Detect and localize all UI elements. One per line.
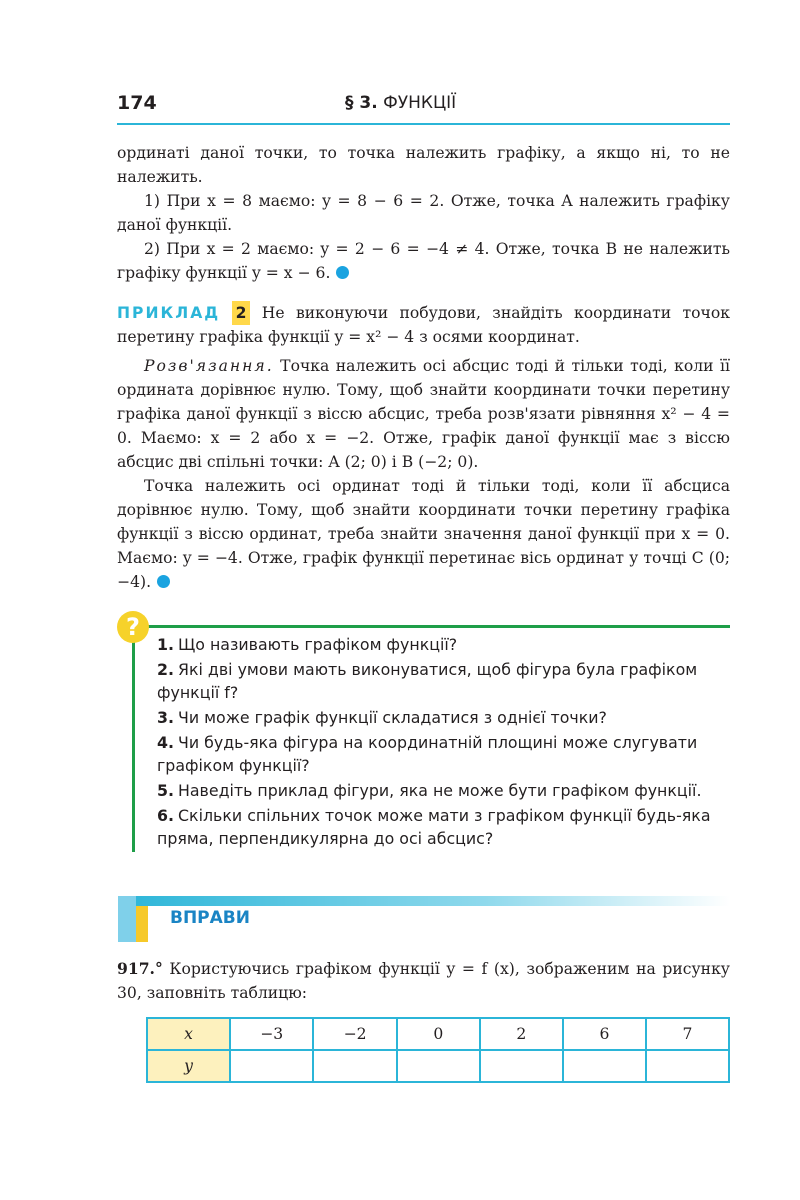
end-of-solution-icon	[157, 575, 170, 588]
end-of-solution-icon	[336, 266, 349, 279]
section-sign: § 3.	[345, 93, 378, 113]
table-header-y: y	[147, 1050, 230, 1082]
intro-text	[117, 141, 730, 285]
questions-top-rule	[132, 625, 730, 628]
table-cell-empty	[480, 1050, 563, 1082]
table-header-x: x	[147, 1018, 230, 1050]
table-cell: 2	[480, 1018, 563, 1050]
example-number-badge: 2	[232, 301, 251, 325]
question-item: 3. Чи може графік функції складатися з однієї точки?	[157, 708, 607, 727]
running-head	[345, 93, 456, 113]
question-item: 5. Наведіть приклад фігури, яка не може бути графіком функції.	[157, 781, 702, 800]
exercises-header-bar	[118, 896, 730, 906]
example-statement: ПРИКЛАД 2 Не виконуючи побудови, знайдіть координати точок перетину графіка функції y = x² − 4 з осями координат.	[117, 301, 730, 349]
exercise-917	[117, 957, 730, 1005]
exercises-tab-yellow	[136, 906, 148, 942]
intro-item-1: 1) При x = 8 маємо: y = 8 − 6 = 2. Отже, точка A належить графіку даної функції.	[117, 192, 730, 234]
questions-list	[157, 633, 732, 852]
table-cell-empty	[397, 1050, 480, 1082]
question-item: 4. Чи будь-яка фігура на координатній площині може слугувати графіком функції?	[157, 733, 698, 775]
table-cell: −2	[313, 1018, 396, 1050]
table-row-y	[147, 1050, 729, 1082]
chapter-title: ФУНКЦІЇ	[383, 93, 457, 113]
table-cell: −3	[230, 1018, 313, 1050]
table-cell-empty	[646, 1050, 729, 1082]
table-row-x	[147, 1018, 729, 1050]
example-block	[117, 301, 730, 594]
page-number: 174	[117, 92, 157, 114]
exercises-title: ВПРАВИ	[170, 908, 250, 928]
intro-line: ординаті даної точки, то точка належить графіку, а якщо ні, то не належить.	[117, 144, 730, 186]
table-cell-empty	[563, 1050, 646, 1082]
exercise-number: 917.°	[117, 959, 163, 978]
header-rule	[117, 123, 730, 125]
exercises-tab-blue	[118, 896, 136, 942]
question-mark-icon: ?	[117, 611, 149, 643]
question-item: 2. Які дві умови мають виконуватися, щоб фігура була графіком функції f?	[157, 660, 698, 702]
intro-item-2: 2) При x = 2 маємо: y = 2 − 6 = −4 ≠ 4. Отже, точка B не належить графіку функції y = x − 6.	[117, 240, 730, 282]
questions-left-rule	[132, 640, 135, 852]
example-label: ПРИКЛАД	[117, 304, 221, 322]
table-cell-empty	[313, 1050, 396, 1082]
exercise-text: Користуючись графіком функції y = f (x), зображеним на рисунку 30, заповніть таблицю:	[117, 960, 730, 1002]
table-cell: 7	[646, 1018, 729, 1050]
table-cell-empty	[230, 1050, 313, 1082]
solution-label: Розв'язання.	[144, 357, 274, 375]
values-table	[146, 1017, 730, 1083]
question-item: 1. Що називають графіком функції?	[157, 635, 458, 654]
solution-paragraph-1: Розв'язання. Точка належить осі абсцис тоді й тільки тоді, коли її ордината дорівнює нулю. Тому, щоб знайти координати точки перетину графіка даної функції з віссю абсцис, треба розв'язати рівняння x² − 4 = 0. Маємо: x = 2 або x = −2. Отже, графік даної функції має з віссю абсцис дві спільні точки: A (2; 0) і B (−2; 0).	[117, 357, 730, 471]
question-item: 6. Скільки спільних точок може мати з графіком функції будь-яка пряма, перпендикулярна до осі абсцис?	[157, 806, 711, 848]
table-cell: 6	[563, 1018, 646, 1050]
solution-paragraph-2: Точка належить осі ординат тоді й тільки тоді, коли її абсциса дорівнює нулю. Тому, щоб знайти координати точки перетину графіка функції з віссю ординат, треба знайти значення даної функції при x = 0. Маємо: y = −4. Отже, графік функції перетинає вісь ординат у точці C (0; −4).	[117, 477, 730, 591]
table-cell: 0	[397, 1018, 480, 1050]
